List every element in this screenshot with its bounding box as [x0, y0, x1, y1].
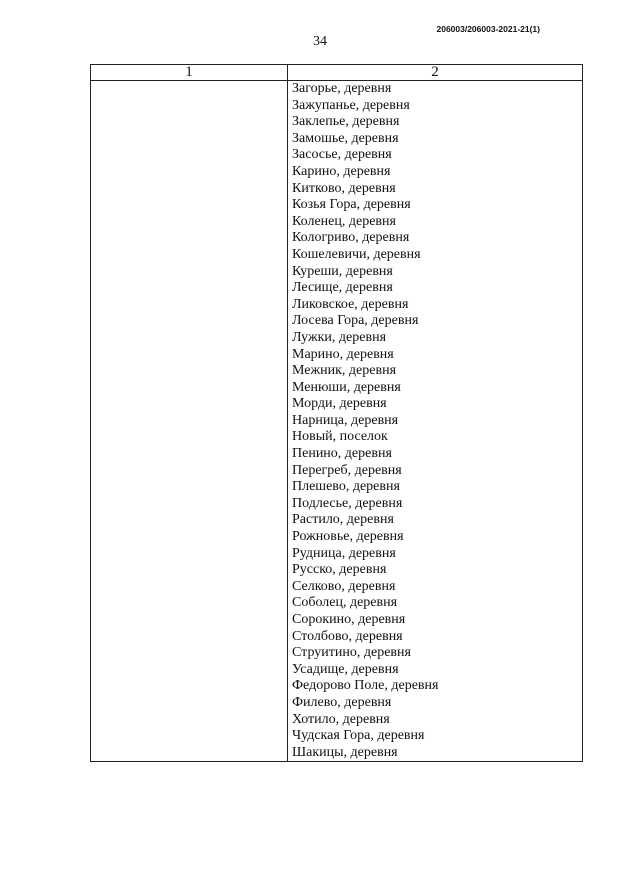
- list-item: Струитино, деревня: [292, 645, 411, 661]
- list-item: Заклепье, деревня: [292, 114, 400, 130]
- list-item: Шакицы, деревня: [292, 744, 398, 760]
- list-item: Нарница, деревня: [292, 412, 399, 428]
- settlements-table: [90, 64, 583, 762]
- list-item: Зажупанье, деревня: [292, 97, 410, 113]
- document-id: 206003/206003-2021-21(1): [436, 24, 540, 34]
- list-item: Кологриво, деревня: [292, 230, 410, 246]
- column-2-cell: [288, 81, 583, 762]
- list-item: Рожновье, деревня: [292, 529, 404, 545]
- list-item: Ликовское, деревня: [292, 296, 409, 312]
- list-item: Лужки, деревня: [292, 329, 387, 345]
- list-item: Селково, деревня: [292, 578, 396, 594]
- settlement-list: [288, 81, 582, 761]
- list-item: Рудница, деревня: [292, 545, 396, 561]
- list-item: Засосье, деревня: [292, 147, 392, 163]
- list-item: Перегреб, деревня: [292, 462, 402, 478]
- list-item: Соболец, деревня: [292, 595, 398, 611]
- column-1-cell: [91, 81, 288, 762]
- list-item: Новый, поселок: [292, 429, 388, 445]
- list-item: Филево, деревня: [292, 694, 392, 710]
- list-item: Карино, деревня: [292, 163, 391, 179]
- list-item: Менюши, деревня: [292, 379, 401, 395]
- list-item: Растило, деревня: [292, 512, 394, 528]
- list-item: Подлесье, деревня: [292, 495, 403, 511]
- list-item: Морди, деревня: [292, 396, 387, 412]
- list-item: Загорье, деревня: [292, 81, 392, 96]
- list-item: Замошье, деревня: [292, 130, 399, 146]
- list-item: Лесище, деревня: [292, 280, 393, 296]
- list-item: Козья Гора, деревня: [292, 197, 411, 213]
- column-header-2: 2: [288, 65, 583, 81]
- list-item: Китково, деревня: [292, 180, 396, 196]
- list-item: Русско, деревня: [292, 562, 387, 578]
- list-item: Марино, деревня: [292, 346, 394, 362]
- list-item: Усадище, деревня: [292, 661, 399, 677]
- list-item: Межник, деревня: [292, 363, 397, 379]
- list-item: Столбово, деревня: [292, 628, 403, 644]
- list-item: Чудская Гора, деревня: [292, 728, 425, 744]
- column-header-1: 1: [91, 65, 288, 81]
- list-item: Пенино, деревня: [292, 446, 392, 462]
- list-item: Плешево, деревня: [292, 479, 400, 495]
- list-item: Куреши, деревня: [292, 263, 393, 279]
- page-number: 34: [313, 34, 327, 49]
- list-item: Коленец, деревня: [292, 213, 396, 229]
- list-item: Хотило, деревня: [292, 711, 390, 727]
- table-header-row: [91, 65, 583, 81]
- list-item: Сорокино, деревня: [292, 612, 406, 627]
- list-item: Лосева Гора, деревня: [292, 313, 419, 329]
- list-item: Кошелевичи, деревня: [292, 246, 421, 262]
- table-row: [91, 81, 583, 762]
- list-item: Федорово Поле, деревня: [292, 678, 439, 694]
